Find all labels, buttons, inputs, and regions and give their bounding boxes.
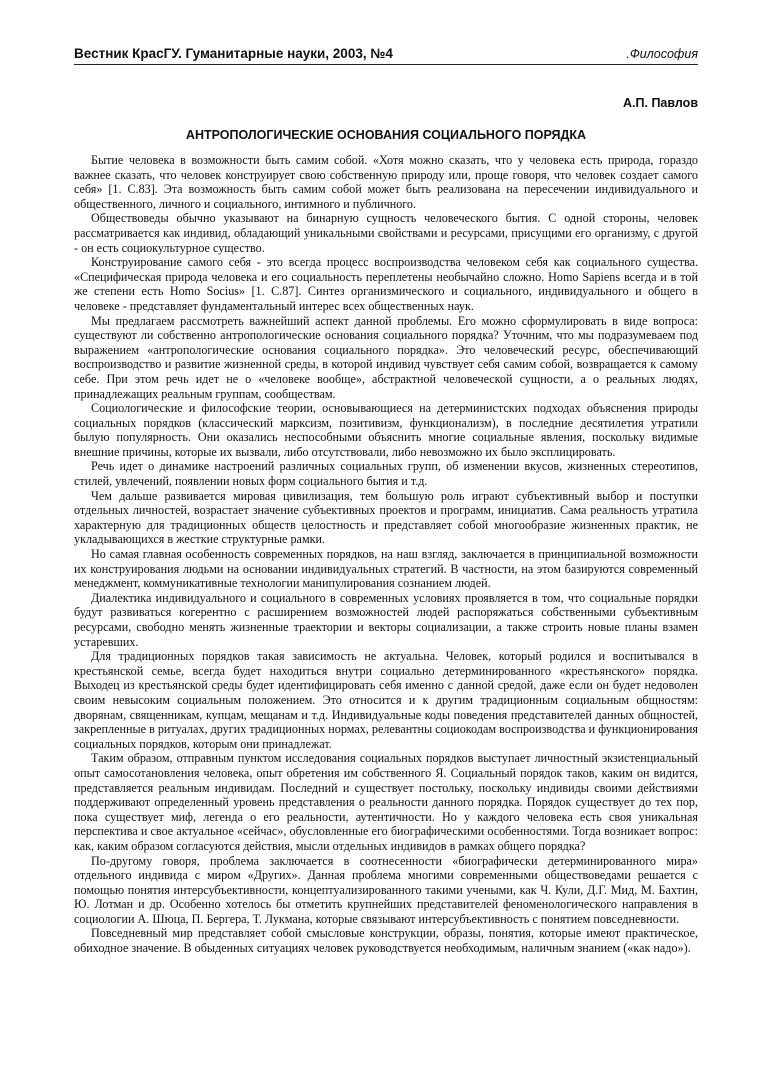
paragraph: Повседневный мир представляет собой смысловые конструкции, образы, понятия, которые имеют практическое, обиходное значение. В обыденных ситуациях человек руководствуется необходимым, наличным знанием («как надо»). bbox=[74, 926, 698, 956]
paragraph: Таким образом, отправным пунктом исследования социальных порядков выступает личностный экзистенциальный опыт самосотановления человека, опыт обретения им собственного Я. Социальный порядок таков, каким он видится, представляется реальным индивидам. Последний и существует постольку, поскольку индивиды своими действиями поддерживают определенный уровень представления о реальности данного порядка. Порядок существует до тех пор, пока существует миф, легенда о его реальности, аутентичности. Но у каждого человека есть своя уникальная перспектива и свое актуальное «сейчас», обусловленные его биографическими особенностями. Тогда возникает вопрос: как, каким образом согласуются действия, мысли отдельных индивидов в рамках общего порядка? bbox=[74, 751, 698, 853]
article-title: АНТРОПОЛОГИЧЕСКИЕ ОСНОВАНИЯ СОЦИАЛЬНОГО ПОРЯДКА bbox=[185, 128, 587, 142]
running-header bbox=[74, 44, 698, 65]
paragraph: Диалектика индивидуального и социального в современных условиях проявляется в том, что социальные порядки будут развиваться когерентно с расширением возможностей людей распоряжаться собственными субъективным ресурсами, свободно менять жизненные траектории и векторы социализации, а также строить новые планы взамен устаревших. bbox=[74, 590, 698, 649]
paragraph: Но самая главная особенность современных порядков, на наш взгляд, заключается в принципиальной возможности их конструирования людьми на основании индивидуальных стратегий. В частности, на этом базируются современный менеджмент, коммуникативные технологии манипулирования сознанием людей. bbox=[74, 547, 698, 591]
paragraph: Для традиционных порядков такая зависимость не актуальна. Человек, который родился и воспитывался в крестьянской семье, всегда будет находиться внутри социально детерминированного «крестьянского» порядка. Выходец из крестьянской среды будет идентифицировать себя именно с данной средой, даже если он будет недоволен своим невысоким социальным положением. Это относится и к другим традиционным социальным общностям: дворянам, священникам, купцам, мещанам и т.д. Индивидуальные коды поведения представителей данных общностей, закрепленные в ритуалах, других традиционных нормах, релевантны социокодам воспроизводства и функционирования социальных порядков, которым они принадлежат. bbox=[74, 649, 698, 751]
article-body bbox=[74, 153, 698, 956]
paragraph: Чем дальше развивается мировая цивилизация, тем большую роль играют субъективный выбор и поступки отдельных личностей, возрастает значение субъективных проектов и программ, инициатив. Сама реальность утратила характерную для традиционных обществ целостность и представляет собой многообразие жизненных практик, не укладывающихся в жесткие структурные рамки. bbox=[74, 488, 698, 547]
paragraph: Речь идет о динамике настроений различных социальных групп, об изменении вкусов, жизненных стереотипов, стилей, увлечений, появлении новых форм социального бытия и т.д. bbox=[74, 459, 698, 489]
paragraph: Бытие человека в возможности быть самим собой. «Хотя можно сказать, что у человека есть природа, гораздо важнее сказать, что человек конструирует свою собственную природу или, проще говоря, что человек создает самого себя» [1. С.83]. Эта возможность быть самим собой может быть реализована на пересечении индивидуального и общественного, личного и социального, интимного и публичного. bbox=[74, 153, 698, 211]
journal-name: Вестник КрасГУ. Гуманитарные науки, 2003, №4 bbox=[74, 46, 393, 61]
author-name: А.П. Павлов bbox=[623, 96, 698, 110]
paragraph: Социологические и философские теории, основывающиеся на детерминистских подходах объяснения природы социальных порядков (классический марксизм, позитивизм, функционализм), в последние десятилетия утратили былую популярность. Они оказались неспособными объяснить многие социальные явления, поскольку видимые внешние причины, которые их вызвали, либо отсутствовали, либо невозможно их было эксплицировать. bbox=[74, 401, 698, 459]
section-name: .Философия bbox=[626, 47, 698, 61]
paragraph: Обществоведы обычно указывают на бинарную сущность человеческого бытия. С одной стороны, человек рассматривается как индивид, обладающий уникальными свойствами и ресурсами, присущими его организму, с другой - он есть социокультурное существо. bbox=[74, 211, 698, 255]
paragraph: По-другому говоря, проблема заключается в соотнесенности «биографически детерминированного мира» отдельного индивида с миром «Других». Данная проблема многими современными обществоведами решается с помощью понятия интерсубъективности, концептуализированного такими учеными, как Ч. Кули, Д.Г. Мид, М. Бахтин, Ю. Лотман и др. Особенно хотелось бы отметить крупнейших представителей феноменологического направления в социологии А. Шюца, П. Бергера, Т. Лукмана, которые связывают интерсубъективность с понятием повседневности. bbox=[74, 853, 698, 926]
paragraph: Конструирование самого себя - это всегда процесс воспроизводства человеком себя как социального существа. «Специфическая природа человека и его социальность переплетены необычайно сложно. Homo Sapiens всегда и в той же степени есть Homo Socius» [1. С.87]. Синтез организмического и социального, индивидуального и общего в человеке - представляет фундаментальный интерес всех общественных наук. bbox=[74, 255, 698, 313]
paragraph: Мы предлагаем рассмотреть важнейший аспект данной проблемы. Его можно сформулировать в виде вопроса: существуют ли собственно антропологические основания социального порядка? Уточним, что мы подразумеваем под выражением «антропологические основания социального порядка». Это человеческий ресурс, обеспечивающий воспроизводство и развитие жизненной среды, в которой индивид чувствует себя самим собой, возвращается к самому себе. При этом речь идет не о «человеке вообще», абстрактной человеческой сущности, а о реальных людях, принадлежащих реальным группам, сообществам. bbox=[74, 313, 698, 401]
